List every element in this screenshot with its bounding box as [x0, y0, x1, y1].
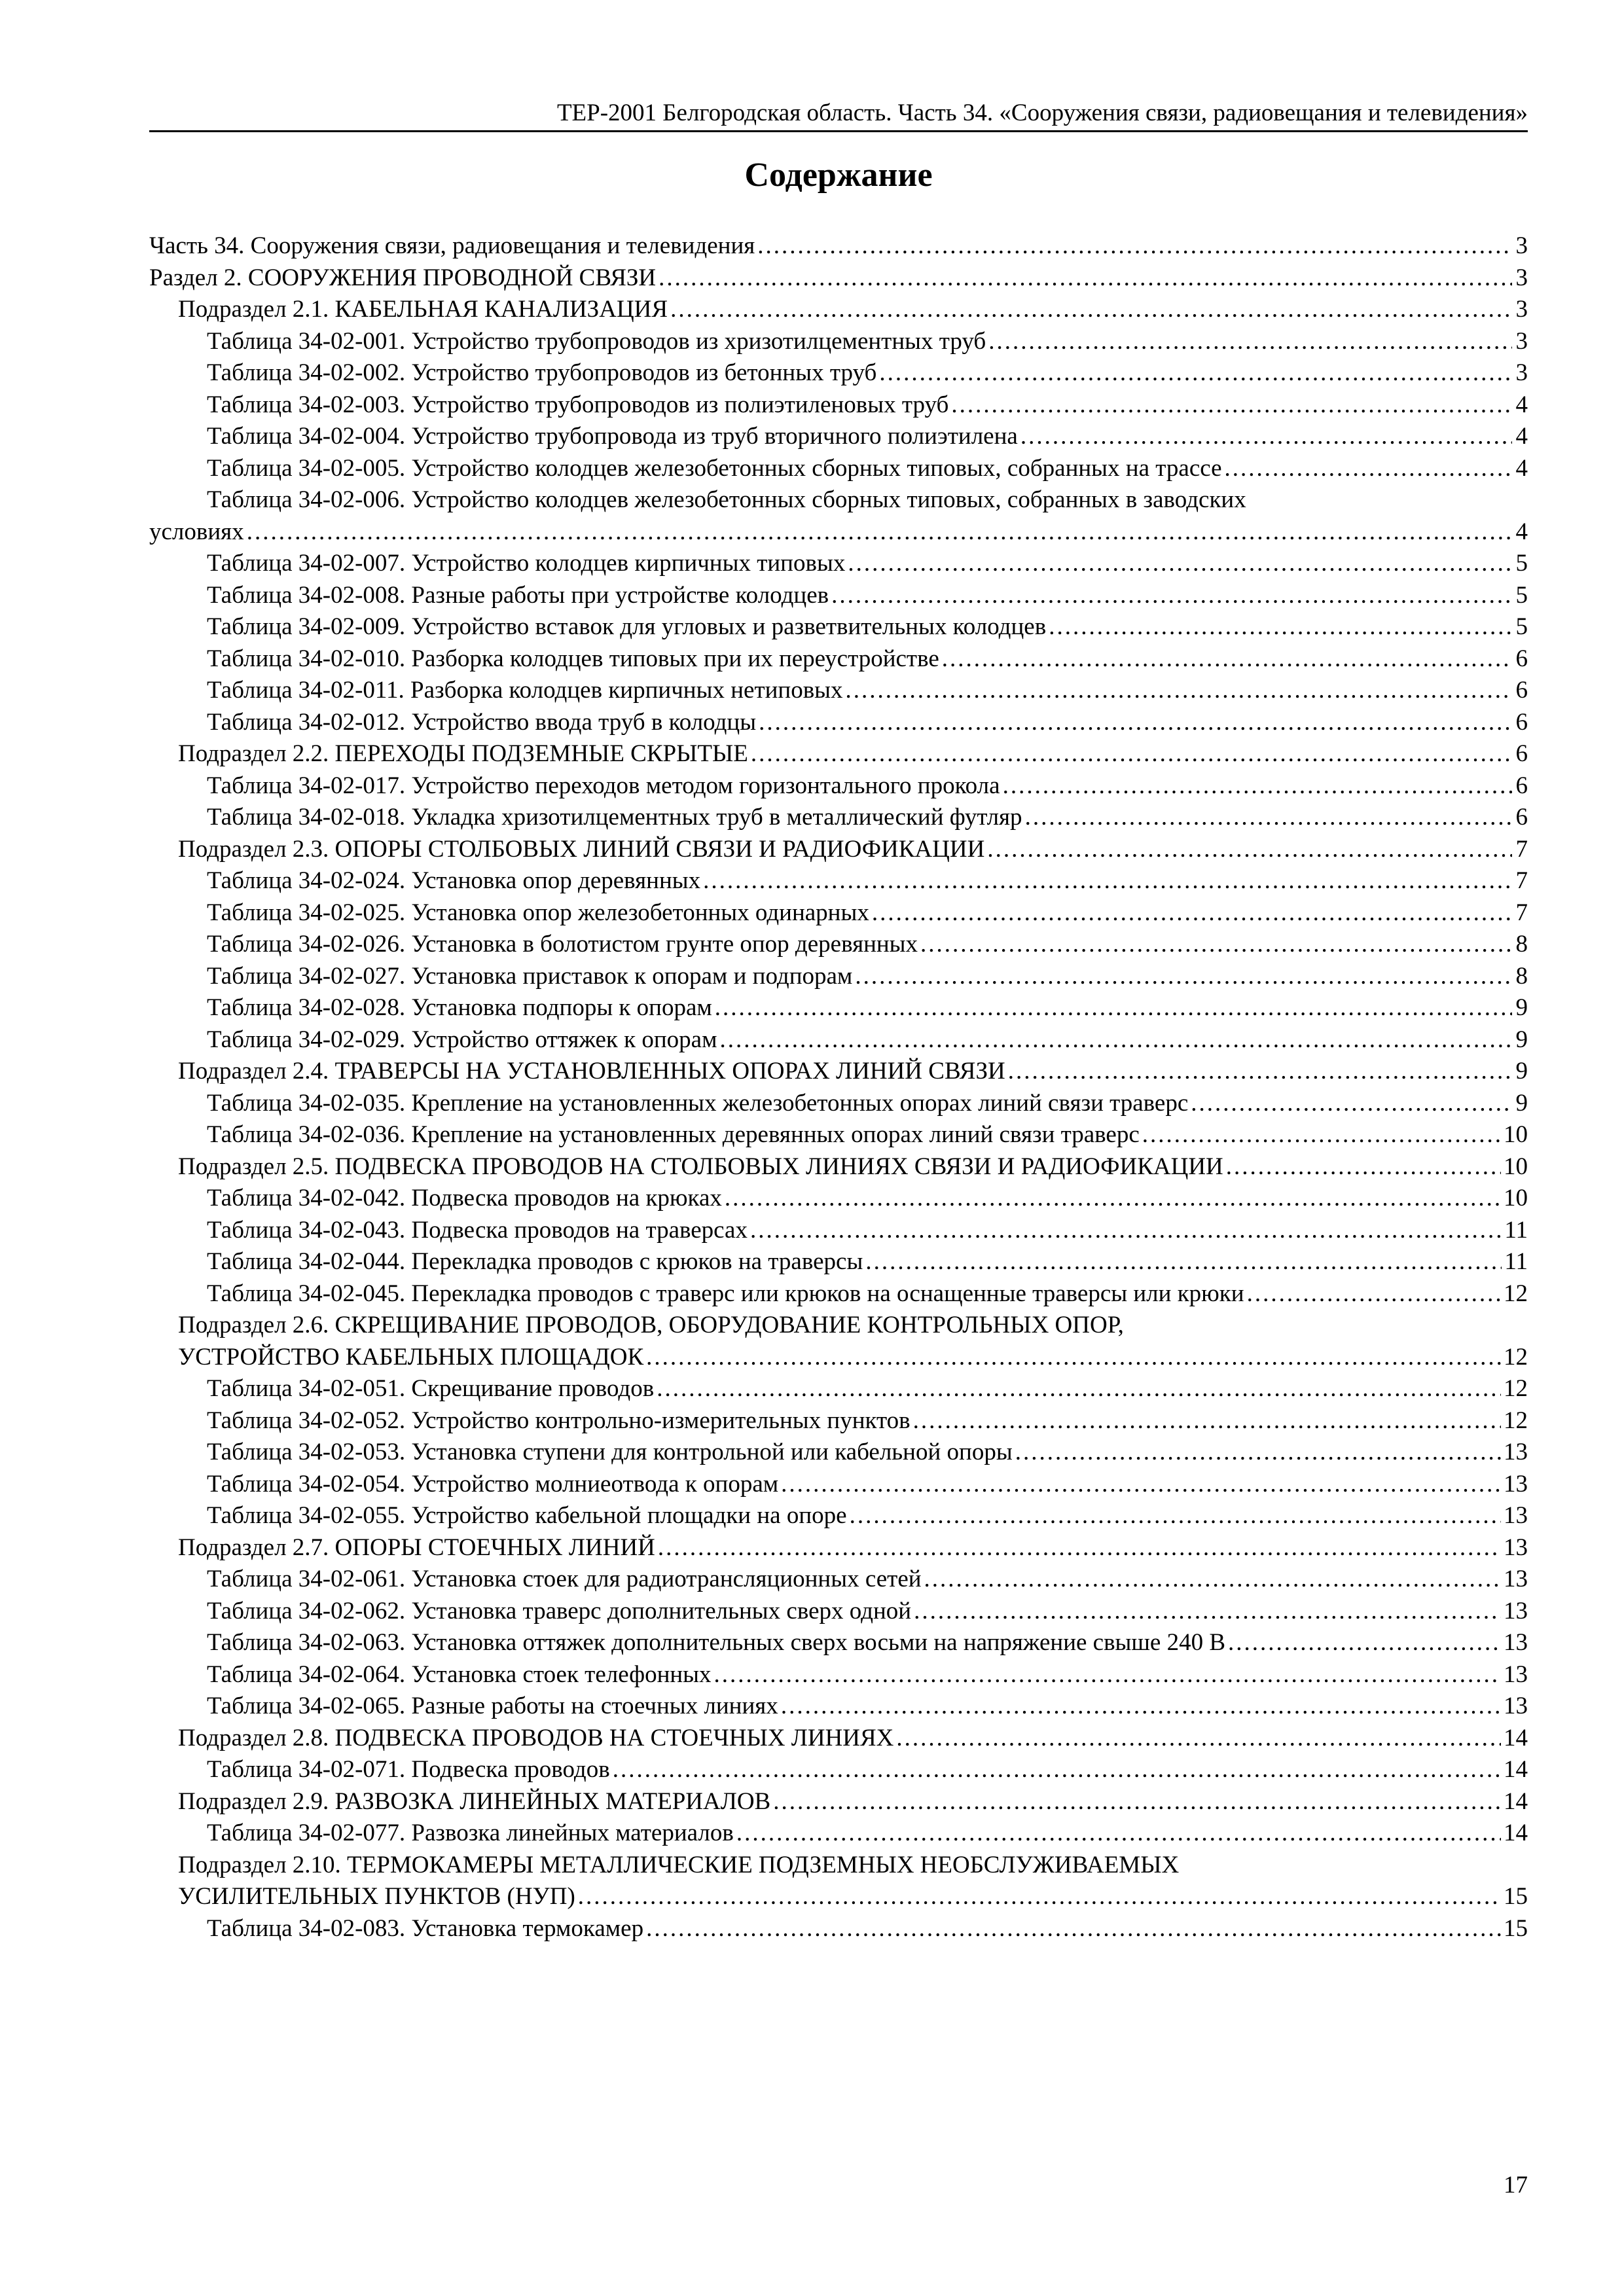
dot-leader	[670, 294, 1512, 326]
dot-leader	[720, 1024, 1512, 1056]
toc-entry[interactable]	[149, 897, 1528, 929]
dot-leader	[736, 1818, 1501, 1850]
dot-leader	[1015, 1437, 1501, 1469]
toc-entry-text: Таблица 34-02-008. Разные работы при устройстве колодцев	[207, 581, 829, 609]
toc-page-number: 4	[1515, 391, 1528, 418]
toc-page-number: 14	[1504, 1820, 1528, 1846]
toc-page-number: 11	[1504, 1248, 1528, 1275]
toc-entry[interactable]	[149, 1246, 1528, 1278]
toc-entry[interactable]	[149, 1786, 1528, 1818]
toc-entry-text: Таблица 34-02-063. Установка оттяжек дополнительных сверх восьми на напряжение свыше 240 В	[207, 1629, 1226, 1656]
dot-leader	[757, 230, 1512, 262]
toc-entry[interactable]	[149, 865, 1528, 897]
toc-page-number: 6	[1515, 740, 1528, 767]
toc-entry[interactable]	[149, 1024, 1528, 1056]
toc-entry[interactable]	[149, 548, 1528, 580]
dot-leader	[1225, 453, 1512, 485]
toc-entry[interactable]	[149, 1532, 1528, 1564]
dot-leader	[924, 1564, 1501, 1596]
toc-entry[interactable]	[149, 389, 1528, 422]
toc-entry-text: Таблица 34-02-004. Устройство трубопровода из труб вторичного полиэтилена	[207, 423, 1018, 450]
toc-page-number: 7	[1515, 867, 1528, 894]
dot-leader	[714, 1659, 1501, 1691]
toc-entry[interactable]	[149, 611, 1528, 643]
toc-entry-text: Подраздел 2.9. РАЗВОЗКА ЛИНЕЙНЫХ МАТЕРИАЛОВ	[178, 1787, 771, 1815]
toc-entry-text: Таблица 34-02-007. Устройство колодцев кирпичных типовых	[207, 550, 846, 577]
toc-entry-text: Таблица 34-02-055. Устройство кабельной площадки на опоре	[207, 1502, 847, 1529]
dot-leader	[715, 992, 1512, 1024]
toc-entry[interactable]	[149, 1088, 1528, 1120]
toc-entry-text: Подраздел 2.2. ПЕРЕХОДЫ ПОДЗЕМНЫЕ СКРЫТЫЕ	[178, 740, 748, 767]
dot-leader	[750, 1215, 1502, 1247]
toc-page-number: 10	[1504, 1121, 1528, 1148]
dot-leader	[658, 1532, 1501, 1564]
toc-entry-text: Таблица 34-02-028. Установка подпоры к опорам	[207, 994, 712, 1021]
table-of-contents	[149, 230, 1528, 1945]
toc-entry-text: Подраздел 2.3. ОПОРЫ СТОЛБОВЫХ ЛИНИЙ СВЯЗИ И РАДИОФИКАЦИИ	[178, 835, 985, 863]
toc-page-number: 12	[1504, 1407, 1528, 1434]
toc-page-number: 9	[1515, 1089, 1528, 1117]
toc-page-number: 3	[1515, 327, 1528, 355]
dot-leader	[831, 580, 1512, 612]
toc-entry-text: Таблица 34-02-061. Установка стоек для радиотрансляционных сетей	[207, 1566, 922, 1592]
dot-leader	[1142, 1119, 1501, 1151]
toc-entry-text: Подраздел 2.8. ПОДВЕСКА ПРОВОДОВ НА СТОЕЧНЫХ ЛИНИЯХ	[178, 1724, 894, 1751]
dot-leader	[725, 1183, 1501, 1215]
toc-page-number: 14	[1504, 1756, 1528, 1783]
dot-leader	[1025, 802, 1512, 834]
toc-entry[interactable]	[149, 1183, 1528, 1215]
dot-leader	[951, 389, 1512, 422]
toc-entry-text: Таблица 34-02-053. Установка ступени для контрольной или кабельной опоры	[207, 1439, 1013, 1465]
toc-entry[interactable]	[149, 357, 1528, 389]
toc-entry[interactable]	[149, 1913, 1528, 1945]
dot-leader	[1226, 1151, 1501, 1183]
toc-entry[interactable]	[149, 1659, 1528, 1691]
toc-page-number: 3	[1515, 264, 1528, 291]
toc-entry-text: Таблица 34-02-077. Развозка линейных материалов	[207, 1820, 734, 1846]
dot-leader	[646, 1342, 1501, 1374]
toc-page-number: 6	[1515, 804, 1528, 831]
toc-entry-text: Таблица 34-02-025. Установка опор железобетонных одинарных	[207, 899, 869, 926]
toc-page-number: 6	[1515, 645, 1528, 672]
toc-page-number: 5	[1515, 613, 1528, 640]
dot-leader	[1049, 611, 1512, 643]
toc-entry-text: Таблица 34-02-062. Установка траверс дополнительных сверх одной	[207, 1597, 912, 1624]
toc-title: Содержание	[744, 156, 933, 194]
toc-entry-text: Подраздел 2.5. ПОДВЕСКА ПРОВОДОВ НА СТОЛБОВЫХ ЛИНИЯХ СВЯЗИ И РАДИОФИКАЦИИ	[178, 1153, 1223, 1180]
toc-entry[interactable]	[149, 1056, 1528, 1088]
dot-leader	[913, 1405, 1501, 1437]
toc-page-number: 15	[1504, 1883, 1528, 1910]
toc-entry[interactable]	[149, 707, 1528, 739]
toc-entry[interactable]	[149, 1437, 1528, 1469]
toc-entry-text: Таблица 34-02-071. Подвеска проводов	[207, 1756, 610, 1783]
toc-page-number: 4	[1515, 423, 1528, 450]
toc-entry[interactable]	[149, 643, 1528, 675]
toc-entry-text: Часть 34. Сооружения связи, радиовещания и телевидения	[149, 232, 755, 259]
toc-entry-text: Таблица 34-02-026. Установка в болотистом грунте опор деревянных	[207, 931, 918, 958]
toc-entry-text: Таблица 34-02-083. Установка термокамер	[207, 1914, 644, 1942]
toc-page-number: 8	[1515, 962, 1528, 990]
toc-page-number: 8	[1515, 931, 1528, 958]
toc-page-number: 13	[1504, 1597, 1528, 1624]
toc-entry[interactable]	[149, 1627, 1528, 1659]
toc-page-number: 4	[1515, 454, 1528, 482]
toc-entry[interactable]	[149, 1215, 1528, 1247]
dot-leader	[855, 961, 1512, 993]
toc-page-number: 11	[1504, 1216, 1528, 1244]
toc-entry[interactable]	[149, 738, 1528, 770]
toc-entry-text-continued: УСИЛИТЕЛЬНЫХ ПУНКТОВ (НУП)	[178, 1883, 575, 1910]
toc-entry-text: Таблица 34-02-035. Крепление на установленных железобетонных опорах линий связи траверс	[207, 1089, 1189, 1117]
toc-page-number: 6	[1515, 772, 1528, 799]
toc-entry[interactable]	[149, 1596, 1528, 1628]
toc-page-number: 3	[1515, 296, 1528, 323]
dot-leader	[896, 1723, 1501, 1755]
toc-page-number: 14	[1504, 1787, 1528, 1815]
dot-leader	[1247, 1278, 1501, 1310]
toc-entry[interactable]	[149, 961, 1528, 993]
dot-leader	[914, 1596, 1501, 1628]
toc-entry-text: Таблица 34-02-051. Скрещивание проводов	[207, 1375, 655, 1402]
dot-leader	[1020, 421, 1512, 453]
toc-entry-text: Таблица 34-02-044. Перекладка проводов с крюков на траверсы	[207, 1248, 863, 1275]
toc-entry-text: Таблица 34-02-064. Установка стоек телефонных	[207, 1660, 712, 1688]
toc-entry[interactable]	[149, 1691, 1528, 1723]
toc-entry[interactable]	[149, 1151, 1528, 1183]
dot-leader	[987, 834, 1512, 866]
dot-leader	[1008, 1056, 1512, 1088]
dot-leader	[1228, 1627, 1501, 1659]
toc-page-number: 13	[1504, 1629, 1528, 1656]
toc-entry-text: Таблица 34-02-001. Устройство трубопроводов из хризотилцементных труб	[207, 327, 986, 355]
toc-entry[interactable]	[149, 1723, 1528, 1755]
toc-entry-text-continued: условиях	[149, 518, 244, 545]
toc-entry-text: Подраздел 2.4. ТРАВЕРСЫ НА УСТАНОВЛЕННЫХ ОПОРАХ ЛИНИЙ СВЯЗИ	[178, 1058, 1005, 1085]
dot-leader	[988, 326, 1512, 358]
toc-entry-text: Таблица 34-02-006. Устройство колодцев железобетонных сборных типовых, собранных в заводских	[207, 486, 1246, 513]
toc-page-number: 9	[1515, 1058, 1528, 1085]
toc-entry-text: Таблица 34-02-043. Подвеска проводов на траверсах	[207, 1216, 748, 1244]
toc-entry[interactable]	[149, 421, 1528, 453]
toc-entry[interactable]	[149, 1405, 1528, 1437]
page-number: 17	[1504, 2172, 1528, 2198]
toc-entry[interactable]	[149, 326, 1528, 358]
toc-entry[interactable]	[149, 992, 1528, 1024]
toc-entry-text: Таблица 34-02-002. Устройство трубопроводов из бетонных труб	[207, 359, 877, 386]
toc-page-number: 14	[1504, 1724, 1528, 1751]
toc-entry-text: Таблица 34-02-065. Разные работы на стоечных линиях	[207, 1693, 778, 1719]
toc-page-number: 9	[1515, 1026, 1528, 1053]
toc-entry-text: Раздел 2. СООРУЖЕНИЯ ПРОВОДНОЙ СВЯЗИ	[149, 264, 657, 291]
toc-entry[interactable]	[149, 1119, 1528, 1151]
toc-entry[interactable]	[149, 1310, 1528, 1373]
toc-entry[interactable]	[149, 1278, 1528, 1310]
toc-page-number: 12	[1504, 1343, 1528, 1371]
toc-page-number: 13	[1504, 1439, 1528, 1465]
toc-page-number: 6	[1515, 708, 1528, 736]
toc-entry-text: Таблица 34-02-003. Устройство трубопроводов из полиэтиленовых труб	[207, 391, 949, 418]
running-header: ТЕР-2001 Белгородская область. Часть 34. «Сооружения связи, радиовещания и телевидения»	[556, 99, 1528, 126]
toc-entry[interactable]	[149, 802, 1528, 834]
toc-entry[interactable]	[149, 230, 1528, 262]
dot-leader	[942, 643, 1512, 675]
toc-page-number: 13	[1504, 1470, 1528, 1498]
dot-leader	[659, 262, 1512, 295]
toc-entry-text: Таблица 34-02-054. Устройство молниеотвода к опорам	[207, 1470, 779, 1498]
toc-page-number: 3	[1515, 232, 1528, 259]
dot-leader	[781, 1691, 1501, 1723]
dot-leader	[865, 1246, 1502, 1278]
toc-entry-text: Таблица 34-02-009. Устройство вставок для угловых и разветвительных колодцев	[207, 613, 1047, 640]
dot-leader	[751, 738, 1512, 770]
toc-entry-text: Таблица 34-02-018. Укладка хризотилцементных труб в металлический футляр	[207, 804, 1022, 831]
dot-leader	[1191, 1088, 1512, 1120]
toc-entry[interactable]	[149, 1754, 1528, 1786]
toc-entry-text: Таблица 34-02-005. Устройство колодцев железобетонных сборных типовых, собранных на трассе	[207, 454, 1222, 482]
toc-page-number: 13	[1504, 1566, 1528, 1592]
dot-leader	[848, 548, 1512, 580]
dot-leader	[646, 1913, 1501, 1945]
toc-entry-text: Таблица 34-02-017. Устройство переходов методом горизонтального прокола	[207, 772, 1000, 799]
toc-entry[interactable]	[149, 929, 1528, 961]
toc-page-number: 7	[1515, 835, 1528, 863]
toc-page-number: 12	[1504, 1375, 1528, 1402]
toc-entry[interactable]	[149, 262, 1528, 295]
dot-leader	[879, 357, 1512, 389]
dot-leader	[657, 1373, 1501, 1405]
toc-page-number: 3	[1515, 359, 1528, 386]
dot-leader	[781, 1469, 1501, 1501]
dot-leader	[773, 1786, 1501, 1818]
toc-page-number: 5	[1515, 550, 1528, 577]
toc-entry[interactable]	[149, 1500, 1528, 1532]
toc-entry[interactable]	[149, 580, 1528, 612]
dot-leader	[247, 516, 1512, 548]
toc-entry-text: Подраздел 2.10. ТЕРМОКАМЕРЫ МЕТАЛЛИЧЕСКИЕ ПОДЗЕМНЫХ НЕОБСЛУЖИВАЕМЫХ	[178, 1851, 1180, 1878]
toc-entry[interactable]	[149, 770, 1528, 802]
toc-entry-text: Таблица 34-02-045. Перекладка проводов с траверс или крюков на оснащенные траверсы или крюки	[207, 1280, 1244, 1307]
toc-page-number: 5	[1515, 581, 1528, 609]
toc-entry[interactable]	[149, 1373, 1528, 1405]
toc-entry[interactable]	[149, 675, 1528, 707]
toc-entry[interactable]	[149, 1818, 1528, 1850]
dot-leader	[846, 675, 1512, 707]
dot-leader	[850, 1500, 1501, 1532]
header-rule	[149, 130, 1528, 132]
toc-entry[interactable]	[149, 834, 1528, 866]
toc-page-number: 10	[1504, 1185, 1528, 1211]
dot-leader	[578, 1881, 1501, 1913]
toc-entry-text: Подраздел 2.6. СКРЕЩИВАНИЕ ПРОВОДОВ, ОБОРУДОВАНИЕ КОНТРОЛЬНЫХ ОПОР,	[178, 1312, 1124, 1338]
toc-entry[interactable]	[149, 453, 1528, 485]
toc-entry-text: Таблица 34-02-042. Подвеска проводов на крюках	[207, 1185, 722, 1211]
toc-page-number: 15	[1504, 1914, 1528, 1942]
toc-entry-text: Подраздел 2.1. КАБЕЛЬНАЯ КАНАЛИЗАЦИЯ	[178, 296, 668, 323]
toc-entry-text: Таблица 34-02-052. Устройство контрольно-измерительных пунктов	[207, 1407, 911, 1434]
toc-page-number: 13	[1504, 1693, 1528, 1719]
toc-entry[interactable]	[149, 484, 1528, 548]
dot-leader	[613, 1754, 1501, 1786]
toc-entry[interactable]	[149, 294, 1528, 326]
toc-page-number: 13	[1504, 1534, 1528, 1561]
toc-entry-text: Таблица 34-02-029. Устройство оттяжек к опорам	[207, 1026, 717, 1053]
toc-entry[interactable]	[149, 1469, 1528, 1501]
dot-leader	[872, 897, 1512, 929]
toc-page-number: 4	[1515, 518, 1528, 545]
toc-entry[interactable]	[149, 1850, 1528, 1913]
toc-entry-text: Таблица 34-02-011. Разборка колодцев кирпичных нетиповых	[207, 677, 843, 704]
toc-entry-text: Таблица 34-02-012. Устройство ввода труб в колодцы	[207, 708, 757, 736]
dot-leader	[759, 707, 1512, 739]
toc-page-number: 13	[1504, 1660, 1528, 1688]
toc-page-number: 10	[1504, 1153, 1528, 1180]
dot-leader	[1003, 770, 1512, 802]
toc-entry-text: Таблица 34-02-010. Разборка колодцев типовых при их переустройстве	[207, 645, 939, 672]
toc-entry-text: Таблица 34-02-027. Установка приставок к опорам и подпорам	[207, 962, 853, 990]
dot-leader	[703, 865, 1512, 897]
toc-entry-text: Таблица 34-02-036. Крепление на установленных деревянных опорах линий связи траверс	[207, 1121, 1140, 1148]
dot-leader	[920, 929, 1512, 961]
toc-page-number: 6	[1515, 677, 1528, 704]
toc-entry-text-continued: УСТРОЙСТВО КАБЕЛЬНЫХ ПЛОЩАДОК	[178, 1343, 644, 1371]
toc-page-number: 12	[1504, 1280, 1528, 1307]
toc-page-number: 13	[1504, 1502, 1528, 1529]
toc-entry[interactable]	[149, 1564, 1528, 1596]
toc-page-number: 7	[1515, 899, 1528, 926]
toc-page-number: 9	[1515, 994, 1528, 1021]
toc-entry-text: Таблица 34-02-024. Установка опор деревянных	[207, 867, 701, 894]
toc-entry-text: Подраздел 2.7. ОПОРЫ СТОЕЧНЫХ ЛИНИЙ	[178, 1534, 655, 1561]
